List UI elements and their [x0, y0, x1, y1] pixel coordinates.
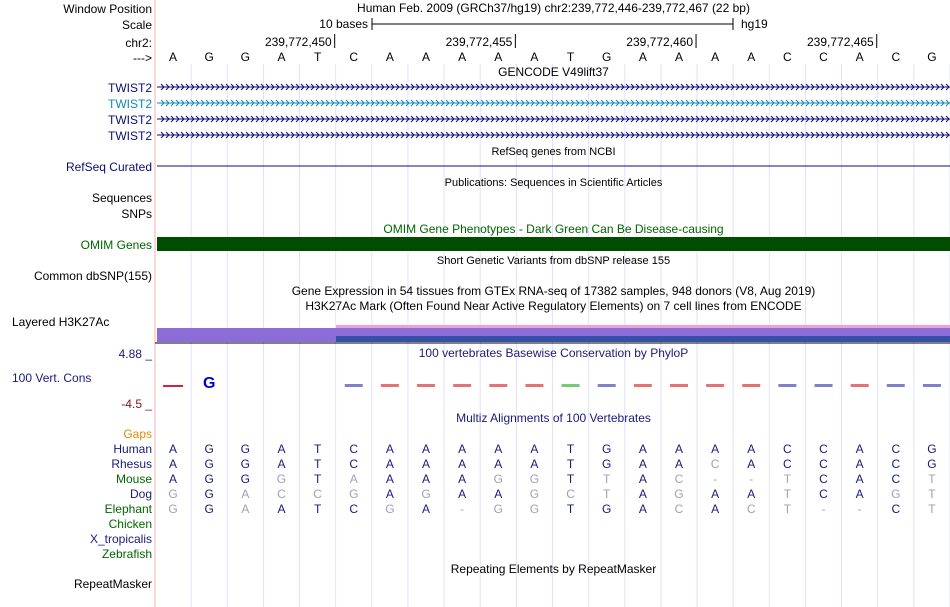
scale-label: Scale: [121, 18, 152, 32]
alignment-base: G: [204, 502, 214, 516]
phylop-glyph: [706, 384, 724, 387]
phylop-max-label: 4.88 _: [118, 347, 152, 361]
alignment-base: A: [747, 442, 756, 456]
phylop-glyph: [417, 384, 435, 387]
multiz-track-title: Multiz Alignments of 100 Vertebrates: [456, 411, 651, 425]
gaps-label: Gaps: [123, 427, 152, 441]
alignment-base: A: [711, 442, 720, 456]
ruler-tick-label: 239,772,450: [264, 35, 332, 49]
alignment-base: A: [169, 472, 178, 486]
alignment-base: A: [711, 502, 720, 516]
species-label-xtropicalis: X_tropicalis: [89, 532, 152, 546]
alignment-base: T: [566, 502, 575, 516]
refseq-track-title: RefSeq genes from NCBI: [491, 146, 616, 158]
h3k27ac-track-title: H3K27Ac Mark (Often Found Near Active Regulatory Elements) on 7 cell lines from ENCODE: [305, 299, 802, 313]
phylop-glyph: [598, 384, 616, 387]
phylop-glyph: [345, 384, 363, 387]
reference-base: A: [277, 50, 286, 64]
alignment-base: A: [747, 457, 756, 471]
alignment-base: G: [385, 502, 395, 516]
reference-base: G: [204, 50, 214, 64]
phylop-glyph: [887, 384, 905, 387]
alignment-base: A: [458, 442, 467, 456]
refseq-track-label[interactable]: RefSeq Curated: [65, 160, 152, 174]
alignment-base: T: [603, 472, 611, 486]
alignment-base: A: [638, 457, 647, 471]
reference-base: G: [927, 50, 937, 64]
alignment-base: A: [711, 487, 720, 501]
h3k27ac-track-label[interactable]: Layered H3K27Ac: [12, 315, 110, 329]
alignment-base: C: [891, 502, 901, 516]
alignment-base: C: [783, 457, 792, 471]
dbsnp-track-title: Short Genetic Variants from dbSNP release 155: [436, 255, 671, 267]
species-label-human: Human: [113, 442, 152, 456]
alignment-base: G: [602, 442, 612, 456]
alignment-base: G: [529, 502, 540, 516]
phylop-glyph: [742, 384, 760, 387]
omim-track-label[interactable]: OMIM Genes: [80, 238, 152, 252]
alignment-base: A: [855, 442, 864, 456]
alignment-base: A: [385, 487, 394, 501]
alignment-base: A: [385, 457, 394, 471]
alignment-base: C: [349, 457, 359, 471]
alignment-base: T: [566, 472, 575, 486]
alignment-base: T: [928, 487, 936, 501]
alignment-base: C: [783, 442, 792, 456]
alignment-base: A: [638, 442, 647, 456]
reference-base: C: [783, 50, 792, 64]
alignment-base: A: [530, 457, 539, 471]
reference-base: A: [494, 50, 503, 64]
reference-base: A: [169, 50, 178, 64]
gtex-track-title: Gene Expression in 54 tissues from GTEx RNA-seq of 17382 samples, 948 donors (V8, Aug 2019): [291, 284, 816, 298]
species-label-chicken: Chicken: [108, 517, 152, 531]
alignment-base: T: [566, 457, 575, 471]
h3k27ac-signal-left: [157, 328, 336, 342]
alignment-base: A: [422, 502, 431, 516]
alignment-base: A: [494, 442, 503, 456]
gencode-track-label-3[interactable]: TWIST2: [108, 113, 152, 127]
phylop-glyph: [525, 384, 543, 387]
alignment-base: A: [169, 457, 178, 471]
alignment-base: G: [204, 442, 214, 456]
alignment-base: A: [638, 487, 647, 501]
gencode-track-label-1[interactable]: TWIST2: [108, 81, 152, 95]
alignment-base: C: [349, 502, 359, 516]
alignment-base: T: [603, 487, 611, 501]
phylop-min-label: -4.5 _: [121, 397, 152, 411]
reference-base: G: [240, 50, 251, 64]
alignment-base: G: [204, 457, 214, 471]
gencode-track-label-2[interactable]: TWIST2: [108, 97, 152, 111]
repeatmasker-track-label[interactable]: RepeatMasker: [73, 577, 152, 591]
alignment-base: A: [422, 472, 431, 486]
repeatmasker-track-title: Repeating Elements by RepeatMasker: [450, 562, 657, 576]
phylop-glyph: [562, 384, 580, 387]
alignment-base: G: [891, 487, 901, 501]
reference-base: T: [566, 50, 575, 64]
alignment-base: G: [421, 487, 431, 501]
alignment-base: G: [168, 487, 178, 501]
alignment-base: C: [710, 457, 720, 471]
h3k27ac-signal-right: [336, 328, 950, 336]
alignment-base: A: [385, 472, 394, 486]
phylop-track-title: 100 vertebrates Basewise Conservation by PhyloP: [418, 346, 689, 360]
alignment-base: T: [313, 442, 322, 456]
alignment-base: A: [674, 457, 683, 471]
scale-db-text: hg19: [741, 17, 768, 31]
reference-base: A: [747, 50, 756, 64]
alignment-base: T: [313, 457, 322, 471]
phylop-glyph: [815, 384, 833, 387]
alignment-base: A: [422, 457, 431, 471]
alignment-base: -: [821, 502, 826, 516]
reference-base: A: [638, 50, 647, 64]
chrom-label: chr2:: [125, 36, 152, 50]
reference-base: C: [891, 50, 901, 64]
alignment-base: -: [713, 472, 718, 486]
alignment-base: C: [891, 442, 901, 456]
phylop-glyph: [634, 384, 652, 387]
reference-base: G: [602, 50, 612, 64]
alignment-base: C: [674, 472, 684, 486]
alignment-base: -: [857, 502, 862, 516]
alignment-base: A: [277, 457, 286, 471]
gencode-track-label-4[interactable]: TWIST2: [108, 129, 152, 143]
alignment-base: T: [783, 487, 792, 501]
phylop-glyph: [778, 384, 796, 387]
alignment-base: T: [928, 472, 936, 486]
alignment-base: G: [602, 502, 612, 516]
alignment-base: A: [494, 457, 503, 471]
alignment-base: T: [566, 442, 575, 456]
alignment-base: G: [529, 487, 540, 501]
alignment-base: G: [240, 457, 251, 471]
alignment-base: A: [241, 502, 250, 516]
phylop-glyph: [851, 384, 869, 387]
alignment-base: A: [458, 457, 467, 471]
alignment-base: G: [927, 457, 937, 471]
dbsnp-track-label[interactable]: Common dbSNP(155): [33, 269, 152, 283]
scale-bar-text: 10 bases: [319, 17, 368, 31]
alignment-base: C: [891, 457, 901, 471]
alignment-base: A: [277, 502, 286, 516]
reference-base: A: [855, 50, 864, 64]
phylop-track-label[interactable]: 100 Vert. Cons: [12, 371, 92, 385]
alignment-base: A: [169, 442, 178, 456]
reference-base: A: [530, 50, 539, 64]
reference-base: A: [458, 50, 467, 64]
phylop-glyph: [923, 384, 941, 387]
alignment-base: T: [783, 472, 792, 486]
alignment-base: A: [747, 487, 756, 501]
ruler-tick-label: 239,772,460: [626, 35, 694, 49]
reference-base: T: [313, 50, 322, 64]
alignment-base: A: [855, 472, 864, 486]
alignment-base: C: [566, 487, 575, 501]
species-label-rhesus: Rhesus: [111, 457, 152, 471]
snps-track-label[interactable]: SNPs: [121, 207, 152, 221]
reference-base: A: [674, 50, 683, 64]
phylop-glyph: [670, 384, 688, 387]
species-label-zebrafish: Zebrafish: [101, 547, 152, 561]
h3k27ac-signal-base: [336, 336, 950, 342]
phylop-glyph: [381, 384, 399, 387]
phylop-glyph: [489, 384, 507, 387]
omim-track-title: OMIM Gene Phenotypes - Dark Green Can Be Disease-causing: [383, 222, 724, 236]
alignment-base: C: [819, 442, 828, 456]
alignment-base: C: [277, 487, 286, 501]
alignment-base: G: [240, 472, 251, 486]
alignment-base: -: [460, 502, 465, 516]
alignment-base: A: [638, 472, 647, 486]
alignment-base: A: [241, 487, 250, 501]
publications-track-title: Publications: Sequences in Scientific Articles: [444, 177, 663, 189]
alignment-base: C: [349, 442, 359, 456]
h3k27ac-signal-top: [336, 325, 950, 328]
phylop-glyph: [453, 384, 471, 387]
alignment-base: T: [313, 472, 322, 486]
window-position-label: Window Position: [63, 2, 152, 16]
alignment-base: G: [168, 502, 178, 516]
alignment-base: G: [674, 487, 684, 501]
alignment-base: C: [819, 472, 828, 486]
alignment-base: G: [927, 442, 937, 456]
alignment-base: -: [749, 472, 754, 486]
alignment-base: A: [277, 442, 286, 456]
phylop-glyph: G: [202, 375, 216, 392]
alignment-base: G: [493, 472, 503, 486]
gencode-track-title: GENCODE V49lift37: [498, 65, 609, 79]
ruler-tick-label: 239,772,465: [806, 35, 874, 49]
alignment-base: T: [313, 502, 322, 516]
alignment-base: C: [674, 502, 684, 516]
alignment-base: A: [530, 442, 539, 456]
alignment-base: A: [422, 442, 431, 456]
alignment-base: G: [204, 472, 214, 486]
alignment-base: A: [385, 442, 394, 456]
alignment-base: G: [204, 487, 214, 501]
sequences-track-label[interactable]: Sequences: [91, 191, 152, 205]
assembly-position-text: Human Feb. 2009 (GRCh37/hg19) chr2:239,772,446-239,772,467 (22 bp): [357, 1, 750, 15]
alignment-base: A: [638, 502, 647, 516]
alignment-base: G: [529, 472, 540, 486]
species-label-elephant: Elephant: [104, 502, 152, 516]
alignment-base: A: [855, 487, 864, 501]
alignment-base: G: [602, 457, 612, 471]
alignment-base: A: [494, 487, 503, 501]
ruler-tick-label: 239,772,455: [445, 35, 513, 49]
alignment-base: A: [674, 442, 683, 456]
reference-base: A: [422, 50, 431, 64]
alignment-base: G: [493, 502, 503, 516]
alignment-base: T: [783, 502, 792, 516]
alignment-base: A: [349, 472, 358, 486]
reference-base: C: [349, 50, 359, 64]
species-label-dog: Dog: [129, 487, 152, 501]
reference-base: A: [385, 50, 394, 64]
alignment-base: C: [819, 487, 828, 501]
strand-label: --->: [133, 51, 152, 65]
alignment-base: A: [458, 472, 467, 486]
alignment-base: C: [313, 487, 322, 501]
alignment-base: A: [855, 457, 864, 471]
alignment-base: C: [819, 457, 828, 471]
alignment-base: G: [276, 472, 287, 486]
alignment-base: T: [928, 502, 936, 516]
alignment-base: C: [746, 502, 756, 516]
alignment-base: G: [240, 442, 251, 456]
reference-base: C: [819, 50, 828, 64]
alignment-base: G: [349, 487, 359, 501]
species-label-mouse: Mouse: [115, 472, 152, 486]
omim-gene-bar: [157, 237, 950, 251]
alignment-base: A: [458, 487, 467, 501]
reference-base: A: [711, 50, 720, 64]
alignment-base: C: [891, 472, 901, 486]
